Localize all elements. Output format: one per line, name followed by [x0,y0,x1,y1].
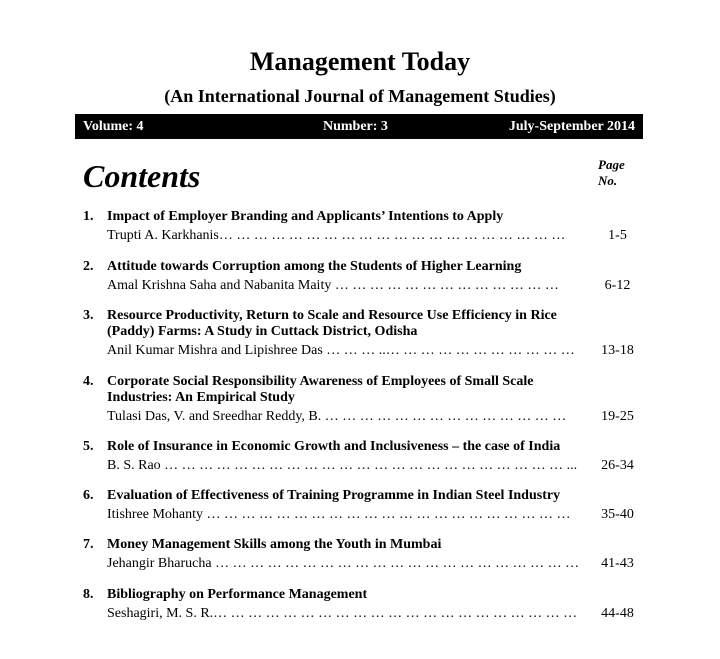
entry-author-row [107,606,643,622]
contents-entry [83,374,643,425]
entry-author-row [107,278,643,294]
contents-entry [83,308,643,359]
entry-title: Impact of Employer Branding and Applicants’ Intentions to Apply [107,209,504,224]
entry-page-range: 44-48 [601,606,634,621]
contents-entry [83,587,643,622]
entry-author-row [107,409,643,425]
entry-authors: Trupti A. Karkhanis… … … … … … … … … … … … … … … … … … … … [107,228,566,243]
entry-body [107,308,643,359]
page-column-label: Page [598,157,625,172]
entry-body [107,537,643,572]
contents-entry [83,439,643,474]
entry-page-range: 26-34 [601,458,634,473]
entry-title: Bibliography on Performance Management [107,587,368,602]
page-column-label: No. [598,173,618,188]
entry-authors: Seshagiri, M. S. R.… … … … … … … … … … … … … … … … … … … … … [107,606,578,621]
entry-page-range: 35-40 [601,507,634,522]
entry-authors: Itishree Mohanty … … … … … … … … … … … … … … … … … … … … … [107,507,571,522]
entry-title: Role of Insurance in Economic Growth and Inclusiveness – the case of India [107,439,561,454]
entry-body [107,587,643,622]
entry-body [107,209,643,244]
entry-body [107,488,643,523]
entry-page-range: 13-18 [601,343,634,358]
entry-number: 3. [83,308,94,323]
journal-subtitle: (An International Journal of Management Studies) [164,86,556,106]
entry-title: Money Management Skills among the Youth in Mumbai [107,537,442,552]
contents-heading: Contents [83,158,201,194]
entry-authors: Jehangir Bharucha … … … … … … … … … … … … … … … … … … … … … [107,556,580,571]
entry-author-row [107,228,643,244]
entry-authors: B. S. Rao … … … … … … … … … … … … … … … … … … … … … … … ... [107,458,578,473]
entry-number: 2. [83,259,94,274]
entry-page-range: 1-5 [608,228,627,243]
entry-title-continued: (Paddy) Farms: A Study in Cuttack District, Odisha [107,324,418,339]
entry-number: 6. [83,488,94,503]
entry-authors: Tulasi Das, V. and Sreedhar Reddy, B. … … … … … … … … … … … … … … [107,409,567,424]
entry-title: Attitude towards Corruption among the Students of Higher Learning [107,259,522,274]
entry-title: Evaluation of Effectiveness of Training Programme in Indian Steel Industry [107,488,561,503]
entry-number: 5. [83,439,94,454]
entry-author-row [107,458,643,474]
entry-title-continued: Industries: An Empirical Study [107,390,295,405]
entry-body [107,259,643,294]
entry-number: 8. [83,587,94,602]
entry-authors: Anil Kumar Mishra and Lipishree Das … … … ..… … … … … … … … … … … [107,343,575,358]
contents-entry [83,259,643,294]
issue-period: July-September 2014 [508,119,635,134]
issue-info-bar [75,114,643,139]
entry-body [107,439,643,474]
entry-page-range: 19-25 [601,409,634,424]
contents-entry [83,488,643,523]
contents-entry [83,537,643,572]
entry-author-row [107,556,643,572]
entry-authors: Amal Krishna Saha and Nabanita Maity … … … … … … … … … … … … … [107,278,559,293]
entry-author-row [107,507,643,523]
entry-title: Corporate Social Responsibility Awareness of Employees of Small Scale [107,374,534,389]
entry-number: 1. [83,209,94,224]
issue-number: Number: 3 [323,119,388,134]
issue-volume: Volume: 4 [83,119,144,134]
entry-number: 4. [83,374,94,389]
journal-title: Management Today [249,47,471,76]
entry-author-row [107,343,643,359]
entry-title: Resource Productivity, Return to Scale and Resource Use Efficiency in Rice [107,308,557,323]
entry-page-range: 6-12 [604,278,631,293]
contents-entry [83,209,643,244]
entry-body [107,374,643,425]
entry-number: 7. [83,537,94,552]
entry-page-range: 41-43 [601,556,634,571]
